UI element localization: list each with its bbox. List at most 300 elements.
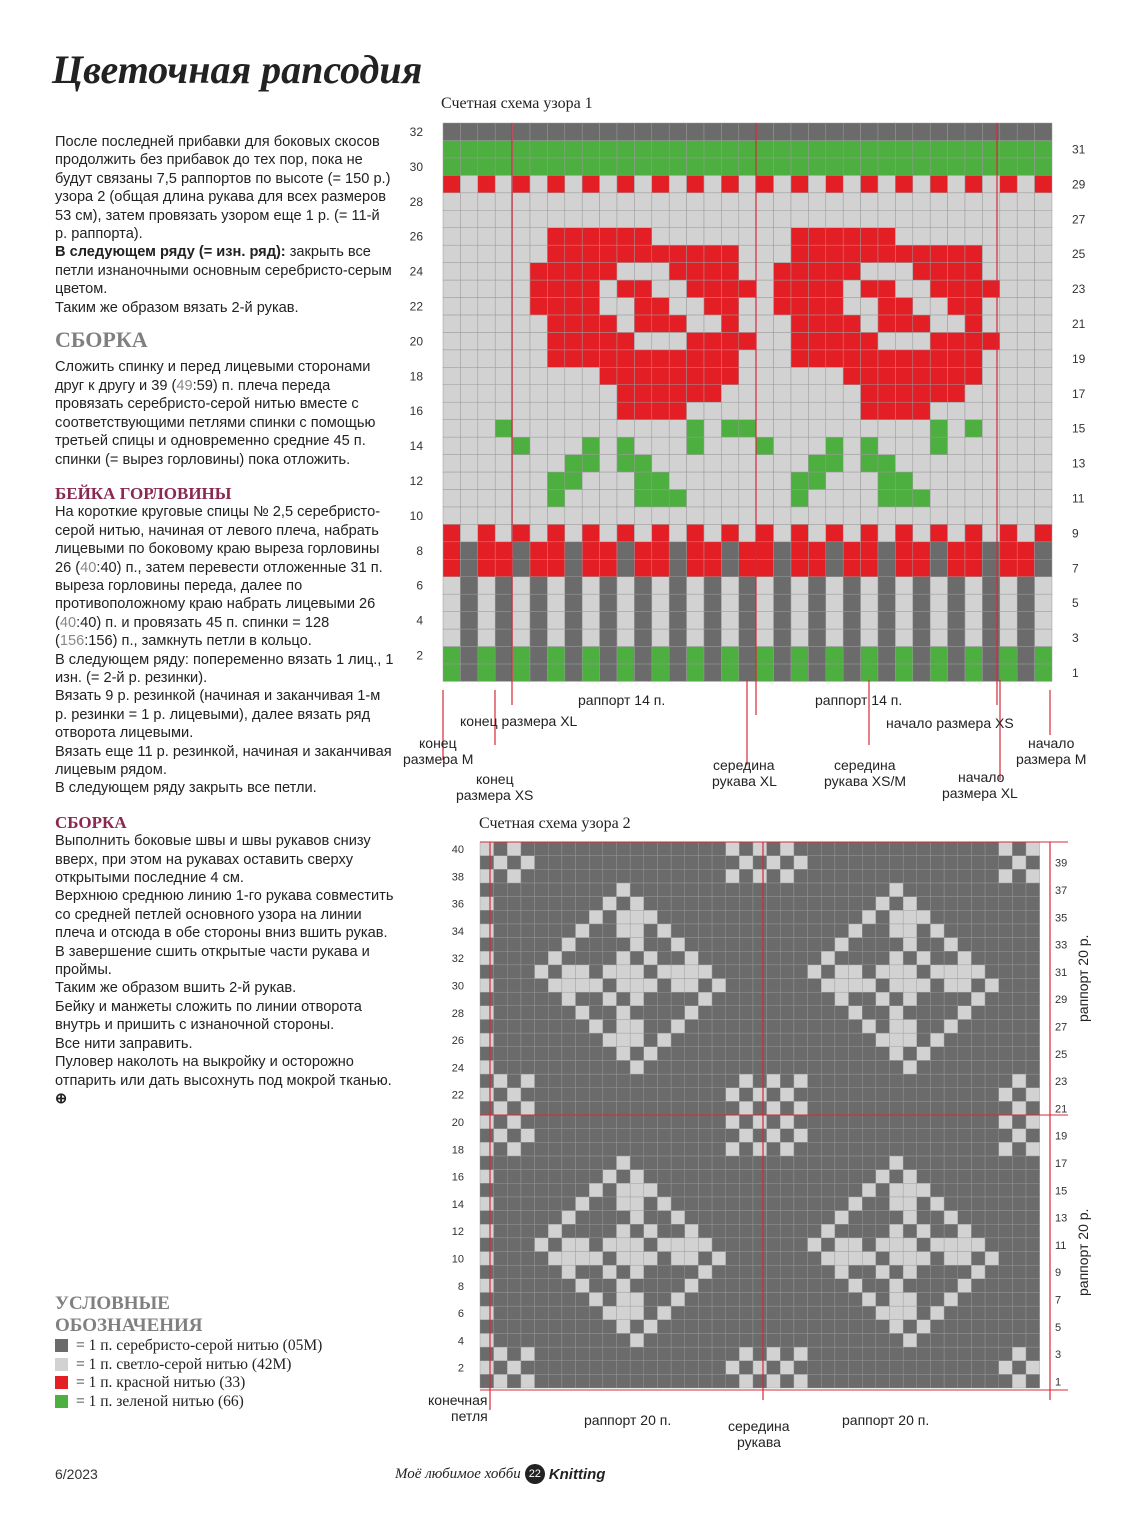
chart2-cell	[903, 1088, 917, 1102]
chart2-cell	[862, 869, 876, 883]
chart2-cell	[548, 1292, 562, 1306]
chart2-cell	[507, 1129, 521, 1143]
chart2-cell	[603, 951, 617, 965]
chart2-cell	[739, 1320, 753, 1334]
chart2-cell	[794, 979, 808, 993]
chart1-cell	[826, 123, 843, 140]
chart2-cell	[999, 1101, 1013, 1115]
chart2-cell	[739, 842, 753, 856]
chart1-cell	[913, 612, 930, 629]
chart1-cell	[791, 612, 808, 629]
chart2-cell	[808, 1292, 822, 1306]
chart2-cell	[1026, 1252, 1040, 1266]
chart1-cell	[582, 402, 599, 419]
chart1-cell	[721, 629, 738, 646]
chart2-cell	[971, 965, 985, 979]
chart2-cell	[890, 1074, 904, 1088]
chart2-cell	[958, 1333, 972, 1347]
chart2-cell	[999, 1197, 1013, 1211]
chart2-cell	[876, 1033, 890, 1047]
chart2-cell	[971, 910, 985, 924]
chart1-cell	[443, 437, 460, 454]
chart2-cell	[617, 883, 631, 897]
chart2-cell	[930, 1156, 944, 1170]
chart1-cell	[774, 298, 791, 315]
chart2-cell	[876, 1252, 890, 1266]
chart1-cell	[565, 612, 582, 629]
chart2-cell	[903, 1292, 917, 1306]
chart2-cell	[958, 1292, 972, 1306]
chart1-cell	[774, 402, 791, 419]
chart2-cell	[958, 992, 972, 1006]
chart1-cell	[634, 594, 651, 611]
chart1-cell	[460, 542, 477, 559]
chart2-cell	[712, 869, 726, 883]
chart2-cell	[958, 1361, 972, 1375]
chart1-cell	[721, 524, 738, 541]
chart1-cell	[808, 594, 825, 611]
chart2-cell	[808, 1033, 822, 1047]
chart1-cell	[721, 612, 738, 629]
chart2-cell	[767, 979, 781, 993]
chart1-cell	[965, 210, 982, 227]
chart2-cell	[739, 1006, 753, 1020]
chart2-cell	[603, 1333, 617, 1347]
chart2-cell	[603, 1279, 617, 1293]
chart2-cell	[726, 951, 740, 965]
chart1-cell	[530, 577, 547, 594]
chart1-cell	[704, 385, 721, 402]
chart1-cell	[478, 629, 495, 646]
chart2-cell	[698, 869, 712, 883]
chart2-cell	[726, 1170, 740, 1184]
chart2-cell	[562, 1252, 576, 1266]
chart2-cell	[576, 1292, 590, 1306]
chart2-cell	[685, 1279, 699, 1293]
chart1-cell	[1000, 489, 1017, 506]
chart2-cell	[617, 1265, 631, 1279]
chart1-row-number: 17	[1072, 386, 1086, 401]
chart2-cell	[507, 924, 521, 938]
chart1-cell	[565, 524, 582, 541]
chart2-cell	[821, 992, 835, 1006]
chart2-cell	[999, 1333, 1013, 1347]
chart1-cell	[965, 385, 982, 402]
chart2-cell	[630, 1047, 644, 1061]
chart2-cell	[1026, 1211, 1040, 1225]
chart2-cell	[808, 1156, 822, 1170]
chart2-cell	[794, 1006, 808, 1020]
chart2-row-number: 1	[1055, 1376, 1062, 1389]
chart2-cell	[685, 1197, 699, 1211]
chart1-cell	[791, 664, 808, 681]
chart1-cell	[530, 158, 547, 175]
chart2-cell	[890, 883, 904, 897]
chart1-cell	[600, 472, 617, 489]
chart2-cell	[944, 842, 958, 856]
chart2-cell	[494, 1156, 508, 1170]
chart2-cell	[821, 1183, 835, 1197]
chart1-cell	[582, 210, 599, 227]
chart2-cell	[507, 1224, 521, 1238]
chart1-cell	[600, 263, 617, 280]
rib-more-paragraph: Вязать еще 11 р. резинкой, начиная и заканчивая лицевым рядом.	[55, 743, 392, 778]
chart2-cell	[630, 1374, 644, 1388]
chart2-cell	[944, 1183, 958, 1197]
chart2-cell	[1026, 938, 1040, 952]
chart2-cell	[917, 897, 931, 911]
chart2-cell	[780, 1101, 794, 1115]
chart2-cell	[985, 1347, 999, 1361]
chart2-cell	[589, 1292, 603, 1306]
chart2-cell	[971, 1224, 985, 1238]
chart2-cell	[535, 951, 549, 965]
chart2-cell	[712, 910, 726, 924]
chart1-cell	[826, 298, 843, 315]
chart2-row-number: 21	[1055, 1103, 1068, 1116]
chart1-cell	[878, 228, 895, 245]
chart1-cell	[669, 210, 686, 227]
chart2-cell	[507, 910, 521, 924]
chart1-cell	[739, 455, 756, 472]
chart1-cell	[930, 158, 947, 175]
chart1-cell	[721, 455, 738, 472]
chart1-cell	[948, 263, 965, 280]
chart2-cell	[562, 1019, 576, 1033]
chart2-cell	[507, 1197, 521, 1211]
chart2-cell	[712, 979, 726, 993]
chart2-cell	[944, 1333, 958, 1347]
chart2-cell	[507, 1115, 521, 1129]
chart2-cell	[930, 1006, 944, 1020]
chart1-row-number: 31	[1072, 142, 1086, 157]
chart1-row-number: 28	[409, 194, 423, 209]
chart2-cell	[808, 910, 822, 924]
chart2-cell	[1012, 1347, 1026, 1361]
chart2-cell	[630, 965, 644, 979]
chart1-cell	[634, 629, 651, 646]
chart2-cell	[862, 856, 876, 870]
chart2-cell	[780, 1252, 794, 1266]
chart1-cell	[895, 559, 912, 576]
chart2-cell	[876, 883, 890, 897]
chart2-cell	[698, 1197, 712, 1211]
chart2-cell	[808, 1252, 822, 1266]
chart1-cell	[513, 629, 530, 646]
chart2-cell	[603, 1088, 617, 1102]
chart1-cell	[721, 350, 738, 367]
chart1-cell	[913, 489, 930, 506]
chart1-cell	[948, 542, 965, 559]
chart1-cell	[634, 577, 651, 594]
chart2-cell	[535, 1333, 549, 1347]
chart2-cell	[617, 1292, 631, 1306]
chart1-cell	[443, 228, 460, 245]
chart2-cell	[753, 1238, 767, 1252]
chart1-cell	[913, 507, 930, 524]
chart2-cell	[630, 1224, 644, 1238]
chart2-cell	[739, 1224, 753, 1238]
chart1-cell	[861, 140, 878, 157]
chart1-cell	[756, 228, 773, 245]
chart2-row-number: 29	[1055, 994, 1068, 1007]
chart1-cell	[669, 420, 686, 437]
chart2-cell	[480, 910, 494, 924]
chart2-cell	[862, 1211, 876, 1225]
chart2-cell	[685, 910, 699, 924]
chart2-cell	[494, 842, 508, 856]
chart1-cell	[617, 489, 634, 506]
chart2-cell	[698, 1238, 712, 1252]
chart1-cell	[617, 385, 634, 402]
chart1-cell	[530, 245, 547, 262]
chart1-cell	[600, 385, 617, 402]
chart2-cell	[576, 897, 590, 911]
chart1-cell	[530, 140, 547, 157]
chart2-cell	[494, 883, 508, 897]
chart1-row-number: 32	[409, 125, 423, 139]
chart1-cell	[582, 315, 599, 332]
chart2-row-number: 38	[451, 871, 464, 884]
chart1-cell	[460, 559, 477, 576]
chart1-cell	[1035, 280, 1052, 297]
chart2-cell	[712, 1320, 726, 1334]
chart1-cell	[565, 455, 582, 472]
neckband-heading: БЕЙКА ГОРЛОВИНЫ	[55, 483, 232, 503]
chart2-cell	[821, 1170, 835, 1184]
chart1-cell	[1000, 280, 1017, 297]
chart1-cell	[895, 175, 912, 192]
chart2-cell	[685, 869, 699, 883]
chart2-cell	[930, 842, 944, 856]
chart2-cell	[862, 1170, 876, 1184]
chart2-cell	[985, 869, 999, 883]
chart1-cell	[861, 647, 878, 664]
chart2-cell	[985, 1224, 999, 1238]
chart2-cell	[890, 1156, 904, 1170]
chart2-cell	[698, 924, 712, 938]
chart1-cell	[547, 228, 564, 245]
chart2-cell	[835, 1252, 849, 1266]
chart1-cell	[1017, 612, 1034, 629]
chart2-cell	[644, 979, 658, 993]
chart1-cell	[913, 629, 930, 646]
chart2-cell	[985, 1170, 999, 1184]
chart1-cell	[861, 280, 878, 297]
chart1-cell	[756, 647, 773, 664]
chart2-cell	[617, 1333, 631, 1347]
chart1-cell	[582, 577, 599, 594]
chart2-cell	[835, 897, 849, 911]
chart2-cell	[821, 1279, 835, 1293]
chart2-cell	[507, 1006, 521, 1020]
chart2-cell	[644, 965, 658, 979]
chart1-cell	[565, 507, 582, 524]
chart2-cell	[698, 1170, 712, 1184]
chart2-cell	[958, 856, 972, 870]
chart1-cell	[930, 559, 947, 576]
chart2-cell	[507, 1292, 521, 1306]
chart1-row-number: 14	[409, 439, 423, 454]
chart2-cell	[548, 951, 562, 965]
chart1-cell	[687, 123, 704, 140]
sleeve-paragraph: После последней прибавки для боковых скосов продолжить без прибавок до тех пор, пока не будут связаны 7,5 раппортов по высоте (= 150 р.) узора 2 (общая длина рукава для всех размеров 53 см), затем провязать узором еще 1 р. (= 11-й р. раппорта).	[55, 134, 391, 243]
chart1-cell	[965, 455, 982, 472]
chart2-cell	[876, 1101, 890, 1115]
chart1-cell	[861, 123, 878, 140]
chart1-cell	[913, 350, 930, 367]
chart1-cell	[460, 577, 477, 594]
chart2-row-number: 31	[1055, 966, 1068, 979]
chart2-cell	[480, 869, 494, 883]
chart1-cell	[895, 245, 912, 262]
chart1-cell	[878, 489, 895, 506]
chart1-cell	[1017, 193, 1034, 210]
chart2-cell	[576, 1033, 590, 1047]
chart2-cell	[917, 1170, 931, 1184]
chart2-cell	[562, 1320, 576, 1334]
chart2-cell	[698, 1142, 712, 1156]
chart2-cell	[944, 1047, 958, 1061]
chart2-cell	[985, 1129, 999, 1143]
chart1-cell	[861, 315, 878, 332]
chart1-cell	[617, 280, 634, 297]
chart2-cell	[698, 938, 712, 952]
chart2-cell	[780, 1088, 794, 1102]
chart2-cell	[794, 1060, 808, 1074]
chart1-cell	[1017, 367, 1034, 384]
chart2-cell	[576, 965, 590, 979]
chart1-cell	[634, 455, 651, 472]
chart2-cell	[1012, 1224, 1026, 1238]
chart1-cell	[808, 245, 825, 262]
chart1-cell	[808, 629, 825, 646]
chart1-cell	[478, 507, 495, 524]
chart1-cell	[478, 612, 495, 629]
chart2-cell	[685, 1347, 699, 1361]
chart2-cell	[849, 1170, 863, 1184]
chart1-cell	[948, 559, 965, 576]
chart2-cell	[1012, 951, 1026, 965]
chart2-cell	[617, 979, 631, 993]
chart2-cell	[1026, 1088, 1040, 1102]
chart2-cell	[521, 883, 535, 897]
chart1-cell	[687, 420, 704, 437]
chart2-cell	[548, 924, 562, 938]
chart2-cell	[958, 883, 972, 897]
chart2-cell	[1026, 1238, 1040, 1252]
chart1-cell	[530, 298, 547, 315]
chart2-cell	[971, 938, 985, 952]
chart2-cell	[821, 1006, 835, 1020]
chart2-cell	[849, 869, 863, 883]
chart2-cell	[999, 1183, 1013, 1197]
chart1-cell	[1035, 402, 1052, 419]
chart1-cell	[530, 542, 547, 559]
chart1-cell	[826, 559, 843, 576]
chart1-cell	[895, 385, 912, 402]
chart2-cell	[944, 1252, 958, 1266]
chart1-cell	[826, 280, 843, 297]
rapport-label-1: раппорт 14 п.	[578, 692, 666, 708]
chart1-cell	[704, 577, 721, 594]
chart2-cell	[999, 992, 1013, 1006]
chart1-cell	[582, 123, 599, 140]
start-xl-label-2: размера XL	[942, 785, 1018, 801]
chart1-cell	[460, 385, 477, 402]
chart2-cell	[726, 1347, 740, 1361]
chart2-cell	[849, 1115, 863, 1129]
chart1-row-number: 20	[409, 334, 423, 349]
chart2-cell	[753, 856, 767, 870]
chart1-cell	[547, 193, 564, 210]
chart1-cell	[965, 158, 982, 175]
chart2-cell	[849, 1033, 863, 1047]
chart1-cell	[878, 298, 895, 315]
chart2-cell	[562, 938, 576, 952]
chart1-cell	[965, 507, 982, 524]
chart2-cell	[617, 1374, 631, 1388]
chart1-cell	[460, 664, 477, 681]
chart1-cell	[582, 280, 599, 297]
chart1-cell	[634, 332, 651, 349]
chart1-cell	[443, 175, 460, 192]
chart1-row-number: 8	[416, 543, 423, 558]
chart2-cell	[698, 1211, 712, 1225]
chart2-cell	[808, 1006, 822, 1020]
chart1-cell	[791, 455, 808, 472]
chart1-cell	[1017, 298, 1034, 315]
chart1-cell	[617, 140, 634, 157]
chart1-cell	[547, 385, 564, 402]
magazine-name: Моё любимое хобби	[395, 1465, 521, 1482]
chart2-cell	[480, 992, 494, 1006]
chart2-row-number: 7	[1055, 1294, 1062, 1307]
chart2-cell	[930, 1142, 944, 1156]
chart1-cell	[513, 350, 530, 367]
chart2-cell	[548, 1129, 562, 1143]
chart2-cell	[617, 1033, 631, 1047]
chart2-cell	[862, 1183, 876, 1197]
chart2-cell	[753, 1183, 767, 1197]
mid-sleeve-label-1: середина	[728, 1418, 790, 1434]
chart1-cell	[530, 472, 547, 489]
chart2-cell	[657, 1292, 671, 1306]
chart2-cell	[562, 910, 576, 924]
chart2-cell	[753, 1252, 767, 1266]
chart1-cell	[669, 559, 686, 576]
chart1-cell	[861, 455, 878, 472]
chart2-cell	[739, 910, 753, 924]
chart2-cell	[930, 1333, 944, 1347]
chart1-cell	[808, 350, 825, 367]
chart1-cell	[739, 210, 756, 227]
chart1-cell	[791, 315, 808, 332]
chart2-cell	[726, 1088, 740, 1102]
chart1-cell	[513, 367, 530, 384]
chart1-cell	[756, 455, 773, 472]
chart1-cell	[948, 489, 965, 506]
chart2-cell	[930, 910, 944, 924]
chart2-cell	[917, 869, 931, 883]
chart1-cell	[861, 629, 878, 646]
chart1-cell	[443, 647, 460, 664]
chart1-cell	[965, 123, 982, 140]
chart2-cell	[999, 1374, 1013, 1388]
chart1-cell	[1000, 228, 1017, 245]
chart2-cell	[753, 1361, 767, 1375]
chart1-cell	[617, 245, 634, 262]
